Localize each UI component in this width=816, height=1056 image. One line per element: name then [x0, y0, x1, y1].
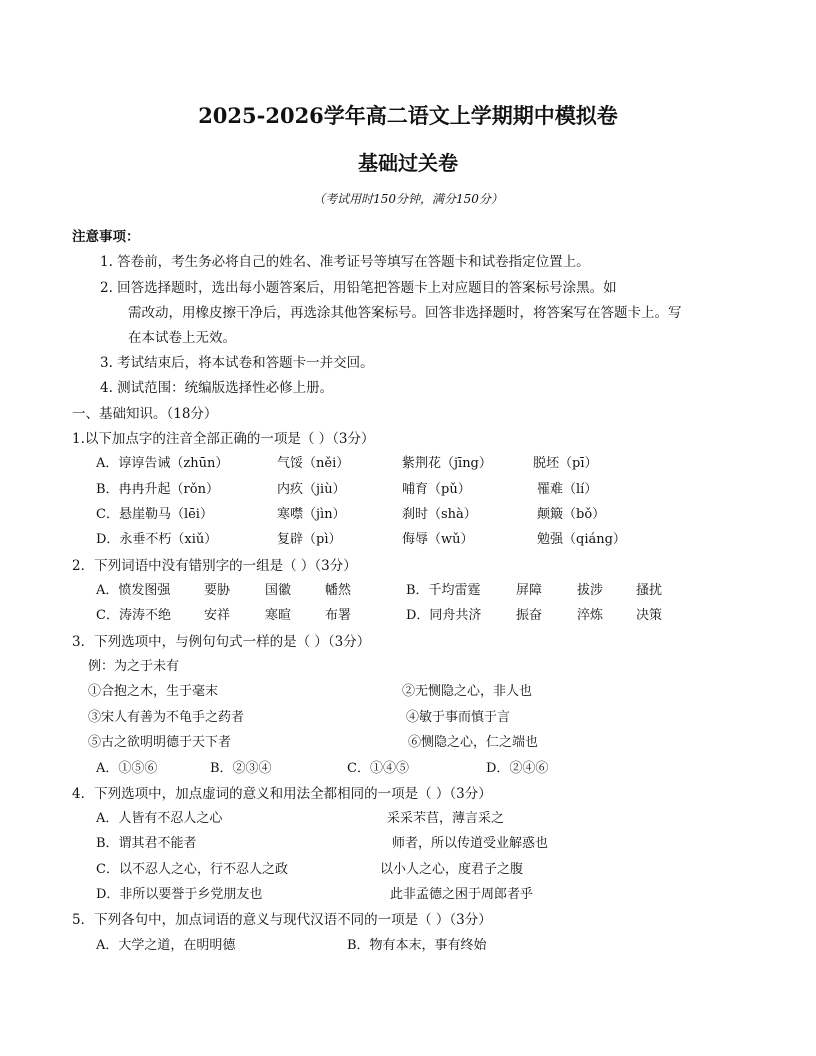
q2-option-c-word-2: 安祥 — [204, 608, 231, 623]
q3-item-4: ④敏于事而慎于言 — [406, 710, 511, 725]
q2-option-d-word-1: D．同舟共济 — [406, 608, 482, 623]
q1-option-c-term-4: 颠簸（bǒ） — [537, 507, 606, 522]
notice-item-2-line-2: 需改动，用橡皮擦干净后，再选涂其他答案标号。回答非选择题时，将答案写在答题卡上。写 — [128, 305, 682, 321]
q1-option-c-term-2: 寒噤（jìn） — [277, 507, 346, 522]
q4-option-a-sentence-1: A．人皆有不忍人之心 — [96, 811, 223, 826]
q1-option-d-term-3: 侮辱（wǔ） — [402, 532, 474, 547]
question-3-stem: 3．下列选项中，与例句句式一样的是（ ）（3分） — [72, 634, 371, 650]
q3-item-6: ⑥恻隐之心，仁之端也 — [408, 735, 539, 750]
q2-option-a-word-3: 国徽 — [265, 583, 292, 598]
q2-option-c-word-3: 寒暄 — [265, 608, 292, 623]
q4-option-d-sentence-2: 此非孟德之困于周郎者乎 — [390, 887, 534, 902]
q2-option-c-word-4: 布署 — [325, 608, 352, 623]
q4-option-b-sentence-2: 师者，所以传道受业解惑也 — [392, 836, 549, 851]
notice-item-2-line-1: 2. 回答选择题时，选出每小题答案后，用铅笔把答题卡上对应题目的答案标号涂黑。如 — [100, 280, 617, 296]
q3-item-2: ②无恻隐之心，非人也 — [402, 684, 533, 699]
q1-option-d-term-1: D．永垂不朽（xiǔ） — [96, 532, 218, 547]
notice-heading: 注意事项： — [72, 229, 140, 245]
q2-option-b-word-1: B．千均雷霆 — [406, 583, 481, 598]
notice-item-4: 4. 测试范围：统编版选择性必修上册。 — [100, 380, 334, 396]
q3-option-a: A．①⑤⑥ — [96, 761, 158, 776]
q1-option-b-term-3: 哺育（pǔ） — [402, 482, 471, 497]
q2-option-b-word-4: 搔扰 — [636, 583, 663, 598]
q2-option-b-word-2: 屏障 — [516, 583, 543, 598]
q3-item-5: ⑤古之欲明明德于天下者 — [88, 735, 232, 750]
q2-option-a-word-4: 幡然 — [325, 583, 352, 598]
q1-option-a-term-3: 紫荆花（jīng） — [402, 456, 492, 471]
q1-option-d-term-2: 复辟（pì） — [277, 532, 342, 547]
q1-option-b-term-1: B．冉冉升起（rǒn） — [96, 482, 219, 497]
question-1-stem: 1.以下加点字的注音全部正确的一项是（ ）（3分） — [72, 431, 375, 447]
notice-item-2-line-3: 在本试卷上无效。 — [128, 330, 236, 346]
q1-option-d-term-4: 勉强（qiáng） — [537, 532, 626, 547]
q3-example: 例：为之于未有 — [88, 659, 180, 674]
q2-option-a-word-2: 要胁 — [204, 583, 231, 598]
question-4-stem: 4．下列选项中，加点虚词的意义和用法全都相同的一项是（ ）（3分） — [72, 786, 492, 802]
q4-option-d-sentence-1: D．非所以要誉于乡党朋友也 — [96, 887, 263, 902]
q3-option-b: B．②③④ — [210, 761, 272, 776]
question-2-stem: 2．下列词语中没有错别字的一组是（ ）（3分） — [72, 558, 357, 574]
notice-item-1: 1. 答卷前，考生务必将自己的姓名、准考证号等填写在答题卡和试卷指定位置上。 — [100, 254, 590, 270]
q2-option-b-word-3: 拔涉 — [577, 583, 604, 598]
q4-option-c-sentence-1: C．以不忍人之心，行不忍人之政 — [96, 862, 288, 877]
q3-option-c: C．①④⑤ — [347, 761, 409, 776]
q2-option-d-word-2: 振奋 — [516, 608, 543, 623]
exam-title: 2025-2026学年高二语文上学期期中模拟卷 — [198, 103, 618, 128]
q3-item-1: ①合抱之木，生于毫末 — [88, 684, 219, 699]
exam-time-note: （考试用时150分钟，满分150分） — [313, 192, 503, 206]
q5-option-a: A．大学之道，在明明德 — [96, 938, 236, 953]
q3-item-3: ③宋人有善为不龟手之药者 — [88, 710, 245, 725]
q1-option-c-term-3: 刹时（shà） — [402, 507, 477, 522]
exam-subtitle: 基础过关卷 — [358, 151, 458, 175]
q1-option-c-term-1: C．悬崖勒马（lēi） — [96, 507, 213, 522]
q1-option-b-term-4: 罹难（lí） — [537, 482, 598, 497]
q2-option-c-word-1: C．涛涛不绝 — [96, 608, 171, 623]
q1-option-a-term-2: 气馁（něi） — [277, 456, 350, 471]
notice-item-3: 3. 考试结束后，将本试卷和答题卡一并交回。 — [100, 355, 374, 371]
q4-option-a-sentence-2: 采采芣苢，薄言采之 — [387, 811, 505, 826]
q4-option-b-sentence-1: B．谓其君不能者 — [96, 836, 197, 851]
q1-option-a-term-4: 脱坯（pī） — [533, 456, 598, 471]
q5-option-b: B．物有本末，事有终始 — [347, 938, 487, 953]
q2-option-a-word-1: A．愤发图强 — [96, 583, 171, 598]
section-heading: 一、基础知识。（18分） — [72, 406, 218, 422]
q4-option-c-sentence-2: 以小人之心，度君子之腹 — [380, 862, 524, 877]
question-5-stem: 5．下列各句中，加点词语的意义与现代汉语不同的一项是（ ）（3分） — [72, 912, 492, 928]
q2-option-d-word-4: 决策 — [636, 608, 663, 623]
q3-option-d: D．②④⑥ — [486, 761, 549, 776]
q1-option-a-term-1: A．谆谆告诫（zhūn） — [96, 456, 229, 471]
q2-option-d-word-3: 淬炼 — [577, 608, 604, 623]
q1-option-b-term-2: 内疚（jiù） — [277, 482, 346, 497]
